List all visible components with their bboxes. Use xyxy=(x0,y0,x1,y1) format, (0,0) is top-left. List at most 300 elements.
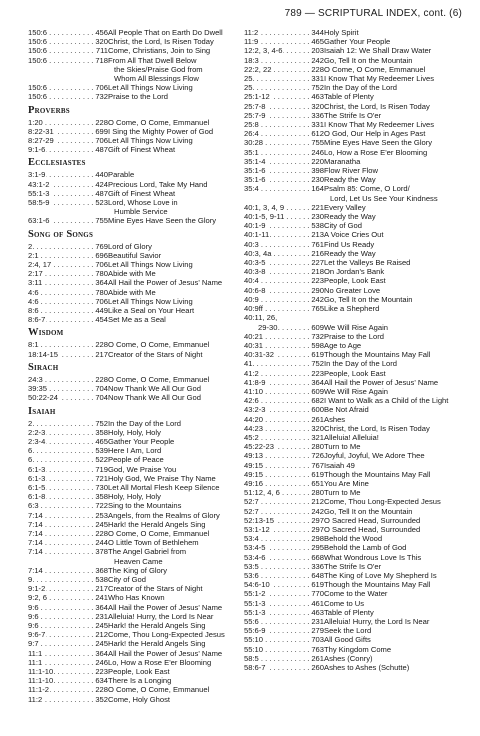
hymn-title: In the Day of the Lord xyxy=(324,83,398,93)
scripture-reference: 150:6 706 . . . xyxy=(28,83,108,92)
hymn-title: Come to Us xyxy=(324,598,365,608)
index-entry xyxy=(28,216,230,225)
hymn-title: Seek the Lord xyxy=(324,626,372,636)
hymn-title: Table of Plenty xyxy=(324,92,374,102)
hymn-title: God, We Praise You xyxy=(108,464,177,474)
hymn-number: 344 xyxy=(311,28,324,37)
index-entry xyxy=(28,46,230,55)
index-entry xyxy=(244,442,462,451)
hymn-number: 231 xyxy=(311,617,324,626)
hymn-number: 767 xyxy=(311,460,324,470)
scripture-reference: 50:22-24 704 . . . xyxy=(28,393,108,402)
scripture-reference: 41 752 . . . xyxy=(244,359,324,368)
hymn-number: 755 xyxy=(95,216,108,226)
hymn-title: The Strife Is O'er xyxy=(324,561,382,571)
hymn-title: Heaven Came xyxy=(114,556,163,566)
index-entry xyxy=(244,359,462,368)
hymn-title: Like a Seal on Your Heart xyxy=(108,306,195,316)
scripture-reference: 8:6 449 . . . xyxy=(28,306,108,315)
hymn-title: Christ, the Lord, Is Risen Today xyxy=(324,101,430,111)
hymn-number: 321 xyxy=(311,432,324,442)
scripture-reference: 52:13-15 297 . . . xyxy=(244,516,324,525)
scripture-reference: 11:1 364 . . . xyxy=(28,649,108,658)
scripture-reference: 6:1-5 730 . . . xyxy=(28,483,108,492)
hymn-number: 487 xyxy=(95,145,108,155)
hymn-number: 245 xyxy=(95,639,108,649)
hymn-number: 755 xyxy=(311,138,324,148)
hymn-title: Let All Things Now Living xyxy=(108,260,193,270)
index-entry xyxy=(28,621,230,630)
hymn-title: People of Peace xyxy=(108,455,164,465)
scripture-reference: 18:3 242 . . . xyxy=(244,56,324,65)
scripture-reference: 4:6 780 . . . xyxy=(28,288,108,297)
hymn-title: Let All Things Now Living xyxy=(108,136,193,146)
hymn-title: Christ, the Lord, Is Risen Today xyxy=(324,423,430,433)
index-entry xyxy=(28,145,230,154)
scripture-reference: 41:8-9 364 . . . xyxy=(244,378,324,387)
index-entry xyxy=(244,516,462,525)
hymn-number: 648 xyxy=(311,570,324,580)
scripture-reference: 40:1-5, 9-11 230 . . . xyxy=(244,212,324,221)
scripture-reference: 58:5-9 523 . . . xyxy=(28,198,108,207)
scripture-reference: 55:10 703 . . . xyxy=(244,635,324,644)
scripture-reference: 2:2-3 358 . . . xyxy=(28,428,108,437)
scripture-reference: 2 752 . . . xyxy=(28,419,108,428)
hymn-number: 682 xyxy=(311,396,324,406)
page-header: 789 — SCRIPTURAL INDEX, cont. (6) xyxy=(284,8,462,19)
index-entry xyxy=(28,437,230,446)
scripture-reference: 150:6 320 . . . xyxy=(28,37,108,46)
hymn-number: 424 xyxy=(95,179,108,189)
hymn-title: Lo, How a Rose E'er Blooming xyxy=(108,657,212,667)
index-entry xyxy=(28,639,230,648)
hymn-number: 320 xyxy=(95,37,108,47)
hymn-number: 216 xyxy=(311,248,324,258)
hymn-number: 398 xyxy=(311,166,324,176)
hymn-number: 320 xyxy=(311,423,324,433)
index-entry xyxy=(28,446,230,455)
scripture-reference: 53:4 298 . . . xyxy=(244,534,324,543)
index-entry xyxy=(244,479,462,488)
hymn-number: 364 xyxy=(95,648,108,658)
index-entry xyxy=(28,306,230,315)
hymn-title: Praise to the Lord xyxy=(324,331,384,341)
index-entry xyxy=(28,189,230,198)
scripture-reference: 41:10 609 . . . xyxy=(244,387,324,396)
scripture-reference: 30:28 755 . . . xyxy=(244,138,324,147)
hymn-title: Praise to the Lord xyxy=(108,92,168,102)
hymn-number: 245 xyxy=(95,620,108,630)
hymn-title: On Jordan's Bank xyxy=(324,267,385,277)
hymn-title: O Come, O Come, Emmanuel xyxy=(324,64,426,74)
index-entry xyxy=(244,663,462,672)
hymn-number: 241 xyxy=(95,593,108,603)
hymn-title: Now Thank We All Our God xyxy=(108,384,201,394)
hymn-title: Come, Holy Ghost xyxy=(108,694,171,704)
hymn-number: 718 xyxy=(95,55,108,65)
hymn-number: 220 xyxy=(311,156,324,166)
hymn-number: 203 xyxy=(311,46,324,56)
scripture-reference: 22:2, 22 228 . . . xyxy=(244,65,324,74)
hymn-number: 221 xyxy=(311,202,324,212)
scripture-reference: 18:14-15 217 . . . xyxy=(28,350,108,359)
index-entry xyxy=(244,194,462,203)
hymn-title: In the Day of the Lord xyxy=(108,418,182,428)
scripture-reference: 41:2 223 . . . xyxy=(244,369,324,378)
index-entry xyxy=(28,501,230,510)
hymn-number: 440 xyxy=(95,170,108,180)
hymn-number: 336 xyxy=(311,110,324,120)
scripture-reference: 1:20 228 . . . xyxy=(28,118,108,127)
index-entry xyxy=(28,118,230,127)
index-entry xyxy=(244,645,462,654)
index-entry xyxy=(244,396,462,405)
scripture-reference: 9:2, 6 241 . . . xyxy=(28,593,108,602)
index-entry xyxy=(28,465,230,474)
scripture-reference: 150:6 718 . . . xyxy=(28,56,108,65)
scripture-reference: 25:7-9 336 . . . xyxy=(244,111,324,120)
index-entry xyxy=(244,341,462,350)
scripture-reference: 55:10 763 . . . xyxy=(244,645,324,654)
index-entry xyxy=(244,304,462,313)
hymn-title: Ready the Way xyxy=(324,175,376,185)
hymn-number: 223 xyxy=(311,276,324,286)
scripture-reference: 53:4-5 295 . . . xyxy=(244,543,324,552)
hymn-title: Gather Your People xyxy=(108,436,175,446)
index-entry xyxy=(244,589,462,598)
hymn-title: Joyful, Joyful, We Adore Thee xyxy=(324,451,425,461)
scripture-reference xyxy=(28,65,108,74)
left-column xyxy=(28,28,230,704)
scripture-reference: 53:4-6 668 . . . xyxy=(244,553,324,562)
scripture-reference: 44:23 320 . . . xyxy=(244,424,324,433)
scripture-reference: 7:14 368 . . . xyxy=(28,566,108,575)
scripture-reference: 51:12, 4, 6 280 . . . xyxy=(244,488,324,497)
index-entry xyxy=(244,313,462,322)
scripture-reference: 55:6 231 . . . xyxy=(244,617,324,626)
hymn-title: Hark! the Herald Angels Sing xyxy=(108,620,206,630)
index-entry xyxy=(244,599,462,608)
scripture-reference: 52:7 212 . . . xyxy=(244,497,324,506)
hymn-number: 228 xyxy=(311,64,324,74)
scripture-reference: 150:6 711 . . . xyxy=(28,46,108,55)
scripture-reference: 40:1, 3, 4, 9 221 . . . xyxy=(244,203,324,212)
hymn-title: Flow River Flow xyxy=(324,166,379,176)
hymn-title: Though the Mountains May Fall xyxy=(324,350,431,360)
hymn-title: Christ, the Lord, Is Risen Today xyxy=(108,37,214,47)
hymn-title: O Come, O Come, Emmanuel xyxy=(108,374,210,384)
hymn-title: Creator of the Stars of Night xyxy=(108,584,203,594)
hymn-title: The King of Love My Shepherd Is xyxy=(324,570,437,580)
hymn-title: Come, Christians, Join to Sing xyxy=(108,46,211,56)
index-entry xyxy=(244,562,462,571)
scripture-reference: 26:4 612 . . . xyxy=(244,129,324,138)
hymn-number: 364 xyxy=(95,602,108,612)
hymn-number: 228 xyxy=(95,117,108,127)
hymn-number: 730 xyxy=(95,482,108,492)
hymn-title: O Come, O Come, Emmanuel xyxy=(108,528,210,538)
scripture-reference: 9:6-7 212 . . . xyxy=(28,630,108,639)
hymn-title: Parable xyxy=(108,170,135,180)
hymn-title: Thy Kingdom Come xyxy=(324,644,392,654)
index-entry xyxy=(244,221,462,230)
index-entry xyxy=(28,428,230,437)
scripture-reference: 6:1-8 358 . . . xyxy=(28,492,108,501)
index-entry xyxy=(244,654,462,663)
scripture-reference: 35:4 164 . . . xyxy=(244,184,324,193)
scripture-reference: 55:6-9 279 . . . xyxy=(244,626,324,635)
hymn-number: 297 xyxy=(311,515,324,525)
section-heading: Proverbs xyxy=(28,104,70,116)
hymn-number: 242 xyxy=(311,55,324,65)
hymn-number: 297 xyxy=(311,524,324,534)
index-entry xyxy=(244,635,462,644)
hymn-title: Alleluia! Hurry, the Lord Is Near xyxy=(324,617,430,626)
index-entry xyxy=(244,369,462,378)
index-entry xyxy=(244,83,462,92)
scripture-reference: 35:1-6 230 . . . xyxy=(244,175,324,184)
hymn-number: 212 xyxy=(95,630,108,640)
index-entry xyxy=(244,148,462,157)
hymn-title: Ready the Way xyxy=(324,248,376,258)
scripture-reference: 43:2-3 600 . . . xyxy=(244,405,324,414)
scripture-reference: 4:6 706 . . . xyxy=(28,297,108,306)
hymn-title: You Are Mine xyxy=(324,478,369,488)
hymn-title: O Come, O Come, Emmanuel xyxy=(108,340,210,350)
index-entry xyxy=(244,608,462,617)
hymn-title: Mine Eyes Have Seen the Glory xyxy=(108,216,217,226)
scripture-reference: 29-30 609 . . . xyxy=(244,323,324,332)
scripture-reference: 55:1-3 487 . . . xyxy=(28,189,108,198)
index-entry xyxy=(244,617,462,626)
index-entry xyxy=(244,470,462,479)
hymn-title: Abide with Me xyxy=(108,269,156,279)
scripture-reference: 11:2 352 . . . xyxy=(28,695,108,704)
section-heading: Sirach xyxy=(28,361,59,373)
index-entry xyxy=(28,180,230,189)
hymn-number: 752 xyxy=(311,359,324,369)
index-entry xyxy=(244,488,462,497)
index-entry xyxy=(28,483,230,492)
scripture-reference: 49:15 619 . . . xyxy=(244,470,324,479)
index-entry xyxy=(244,65,462,74)
scripture-reference: 25 331 . . . xyxy=(244,74,324,83)
hymn-title xyxy=(324,313,462,322)
scripture-reference: 49:13 726 . . . xyxy=(244,451,324,460)
hymn-title: Alleluia! Alleluia! xyxy=(324,432,379,442)
scripture-reference: 25 752 . . . xyxy=(244,83,324,92)
hymn-number: 245 xyxy=(95,519,108,529)
hymn-number: 228 xyxy=(95,685,108,695)
hymn-title: O Come, O Come, Emmanuel xyxy=(108,117,210,127)
hymn-title: Gift of Finest Wheat xyxy=(108,145,176,155)
scripture-reference: 9:1-6 487 . . . xyxy=(28,145,108,154)
hymn-number: 465 xyxy=(311,37,324,47)
scripture-reference: 25:7-8 320 . . . xyxy=(244,102,324,111)
hymn-title: Now Thank We All Our God xyxy=(108,393,201,403)
index-entry xyxy=(28,455,230,464)
index-entry xyxy=(28,74,230,83)
hymn-number: 780 xyxy=(95,287,108,297)
hymn-number: 253 xyxy=(95,510,108,520)
hymn-title: Come, Thou Long-Expected Jesus xyxy=(324,497,441,507)
scripture-reference: 42:6 682 . . . xyxy=(244,396,324,405)
hymn-number: 538 xyxy=(95,574,108,584)
scripture-reference: 8:1 228 . . . xyxy=(28,340,108,349)
hymn-title: Let All Things Now Living xyxy=(108,296,193,306)
hymn-number: 752 xyxy=(95,418,108,428)
index-entry xyxy=(28,649,230,658)
hymn-number: 244 xyxy=(95,538,108,548)
scripture-reference: 12:2, 3, 4-6 203 . . . xyxy=(244,46,324,55)
hymn-number: 228 xyxy=(95,374,108,384)
hymn-number: 721 xyxy=(95,473,108,483)
scripture-reference: 63:1-6 755 . . . xyxy=(28,216,108,225)
scripture-reference xyxy=(244,194,324,203)
index-entry xyxy=(244,497,462,506)
scripture-reference: 25:8 331 . . . xyxy=(244,120,324,129)
hymn-title: Be Not Afraid xyxy=(324,405,369,415)
index-entry xyxy=(28,393,230,402)
hymn-title: Gather Your People xyxy=(324,37,391,47)
scripture-reference: 44:20 261 . . . xyxy=(244,415,324,424)
index-entry xyxy=(244,102,462,111)
index-entry xyxy=(244,203,462,212)
hymn-title: O Come, O Come, Emmanuel xyxy=(108,685,210,695)
hymn-title: From All That Dwell Below xyxy=(108,55,197,65)
hymn-title: All Hail the Power of Jesus' Name xyxy=(324,377,439,387)
hymn-title: Lord of Glory xyxy=(108,241,152,251)
scripture-reference: 9:6 364 . . . xyxy=(28,603,108,612)
hymn-number: 609 xyxy=(311,386,324,396)
scripture-reference: 7:14 253 . . . xyxy=(28,511,108,520)
scripture-reference: 53:1-12 297 . . . xyxy=(244,525,324,534)
hymn-title: Whom All Blessings Flow xyxy=(114,74,199,84)
index-entry xyxy=(244,230,462,239)
index-entry xyxy=(28,538,230,547)
hymn-number: 164 xyxy=(311,184,324,194)
scripture-reference xyxy=(28,74,108,83)
index-entry xyxy=(28,384,230,393)
scripture-reference: 45:22-23 280 . . . xyxy=(244,442,324,451)
hymn-title: Lord, Whose Love in xyxy=(108,198,178,208)
scripture-reference: 58:5 261 . . . xyxy=(244,654,324,663)
hymn-title: Maranatha xyxy=(324,156,361,166)
scripture-reference: 43:1-2 424 . . . xyxy=(28,180,108,189)
hymn-title: Though the Mountains May Fall xyxy=(324,580,431,590)
hymn-title: Ashes to Ashes (Schutte) xyxy=(324,663,410,673)
index-entry xyxy=(28,695,230,704)
index-entry xyxy=(244,138,462,147)
index-entry xyxy=(28,242,230,251)
hymn-title: Let the Valleys Be Raised xyxy=(324,258,411,268)
section-heading: Wisdom xyxy=(28,327,64,339)
hymn-title: All Good Gifts xyxy=(324,635,371,645)
index-entry xyxy=(244,350,462,359)
scripture-reference: 55:1-2 770 . . . xyxy=(244,589,324,598)
hymn-number: 732 xyxy=(95,92,108,102)
hymn-number: 223 xyxy=(311,368,324,378)
scripture-reference: 8:27-29 706 . . . xyxy=(28,136,108,145)
hymn-number: 538 xyxy=(311,221,324,231)
index-entry xyxy=(28,251,230,260)
scripture-reference: 11:1-10 634 . . . xyxy=(28,676,108,685)
index-entry xyxy=(28,288,230,297)
hymn-number: 449 xyxy=(95,306,108,316)
hymn-number: 463 xyxy=(311,607,324,617)
hymn-number: 703 xyxy=(311,635,324,645)
hymn-number: 752 xyxy=(311,83,324,93)
hymn-title: We Will Rise Again xyxy=(324,386,389,396)
hymn-title: Isaiah 49 xyxy=(324,460,355,470)
hymn-number: 364 xyxy=(311,377,324,387)
index-entry xyxy=(244,543,462,552)
hymn-number: 230 xyxy=(311,212,324,222)
index-entry xyxy=(28,667,230,676)
hymn-title: All Hail the Power of Jesus' Name xyxy=(108,602,223,612)
index-entry xyxy=(244,571,462,580)
scripture-reference: 7:14 228 . . . xyxy=(28,529,108,538)
hymn-title: Table of Plenty xyxy=(324,607,374,617)
scripture-reference: 9:1-2 217 . . . xyxy=(28,584,108,593)
hymn-title: Holy, Holy, Holy xyxy=(108,427,161,437)
hymn-title: Abide with Me xyxy=(108,287,156,297)
hymn-number: 612 xyxy=(311,129,324,139)
index-entry xyxy=(244,37,462,46)
scripture-reference: 2 769 . . . xyxy=(28,242,108,251)
index-entry xyxy=(28,474,230,483)
scripture-reference: 39:35 704 . . . xyxy=(28,384,108,393)
scripture-reference: 6:1-3 721 . . . xyxy=(28,474,108,483)
scripture-reference: 8:22-31 699 . . . xyxy=(28,127,108,136)
hymn-number: 295 xyxy=(311,543,324,553)
hymn-title: No Greater Love xyxy=(324,285,381,295)
hymn-title: The Angel Gabriel from xyxy=(108,547,187,557)
index-entry xyxy=(28,529,230,538)
hymn-title: Holy Spirit xyxy=(324,28,359,37)
hymn-number: 242 xyxy=(311,506,324,516)
hymn-number: 456 xyxy=(95,28,108,37)
index-entry xyxy=(28,278,230,287)
index-entry xyxy=(28,65,230,74)
hymn-number: 336 xyxy=(311,561,324,571)
hymn-number: 769 xyxy=(95,241,108,251)
hymn-title: Lord, Let Us See Your Kindness xyxy=(330,193,438,203)
scripture-reference: 6:3 722 . . . xyxy=(28,501,108,510)
hymn-number: 765 xyxy=(311,304,324,314)
hymn-title: O God, Our Help in Ages Past xyxy=(324,129,426,139)
hymn-title: I Want to Walk as a Child of the Light xyxy=(324,396,449,406)
index-entry xyxy=(244,129,462,138)
hymn-title: Creator of the Stars of Night xyxy=(108,349,203,359)
scripture-reference: 9 538 . . . xyxy=(28,575,108,584)
hymn-title: Every Valley xyxy=(324,202,366,212)
scripture-reference: 150:6 456 . . . xyxy=(28,28,108,37)
scripture-reference: 40:9ff 765 . . . xyxy=(244,304,324,313)
hymn-number: 770 xyxy=(311,589,324,599)
section-heading: Ecclesiastes xyxy=(28,157,86,169)
right-column xyxy=(244,28,462,672)
hymn-number: 487 xyxy=(95,188,108,198)
hymn-title: Holy, Holy, Holy xyxy=(108,492,161,502)
hymn-title: Ashes (Conry) xyxy=(324,653,373,663)
hymn-title: Go, Tell It on the Mountain xyxy=(324,506,413,516)
hymn-title: I Know That My Redeemer Lives xyxy=(324,120,435,130)
index-entry xyxy=(244,166,462,175)
scripture-reference: 54:6-10 619 . . . xyxy=(244,580,324,589)
scripture-reference: 49:16 651 . . . xyxy=(244,479,324,488)
hymn-number: 463 xyxy=(311,92,324,102)
